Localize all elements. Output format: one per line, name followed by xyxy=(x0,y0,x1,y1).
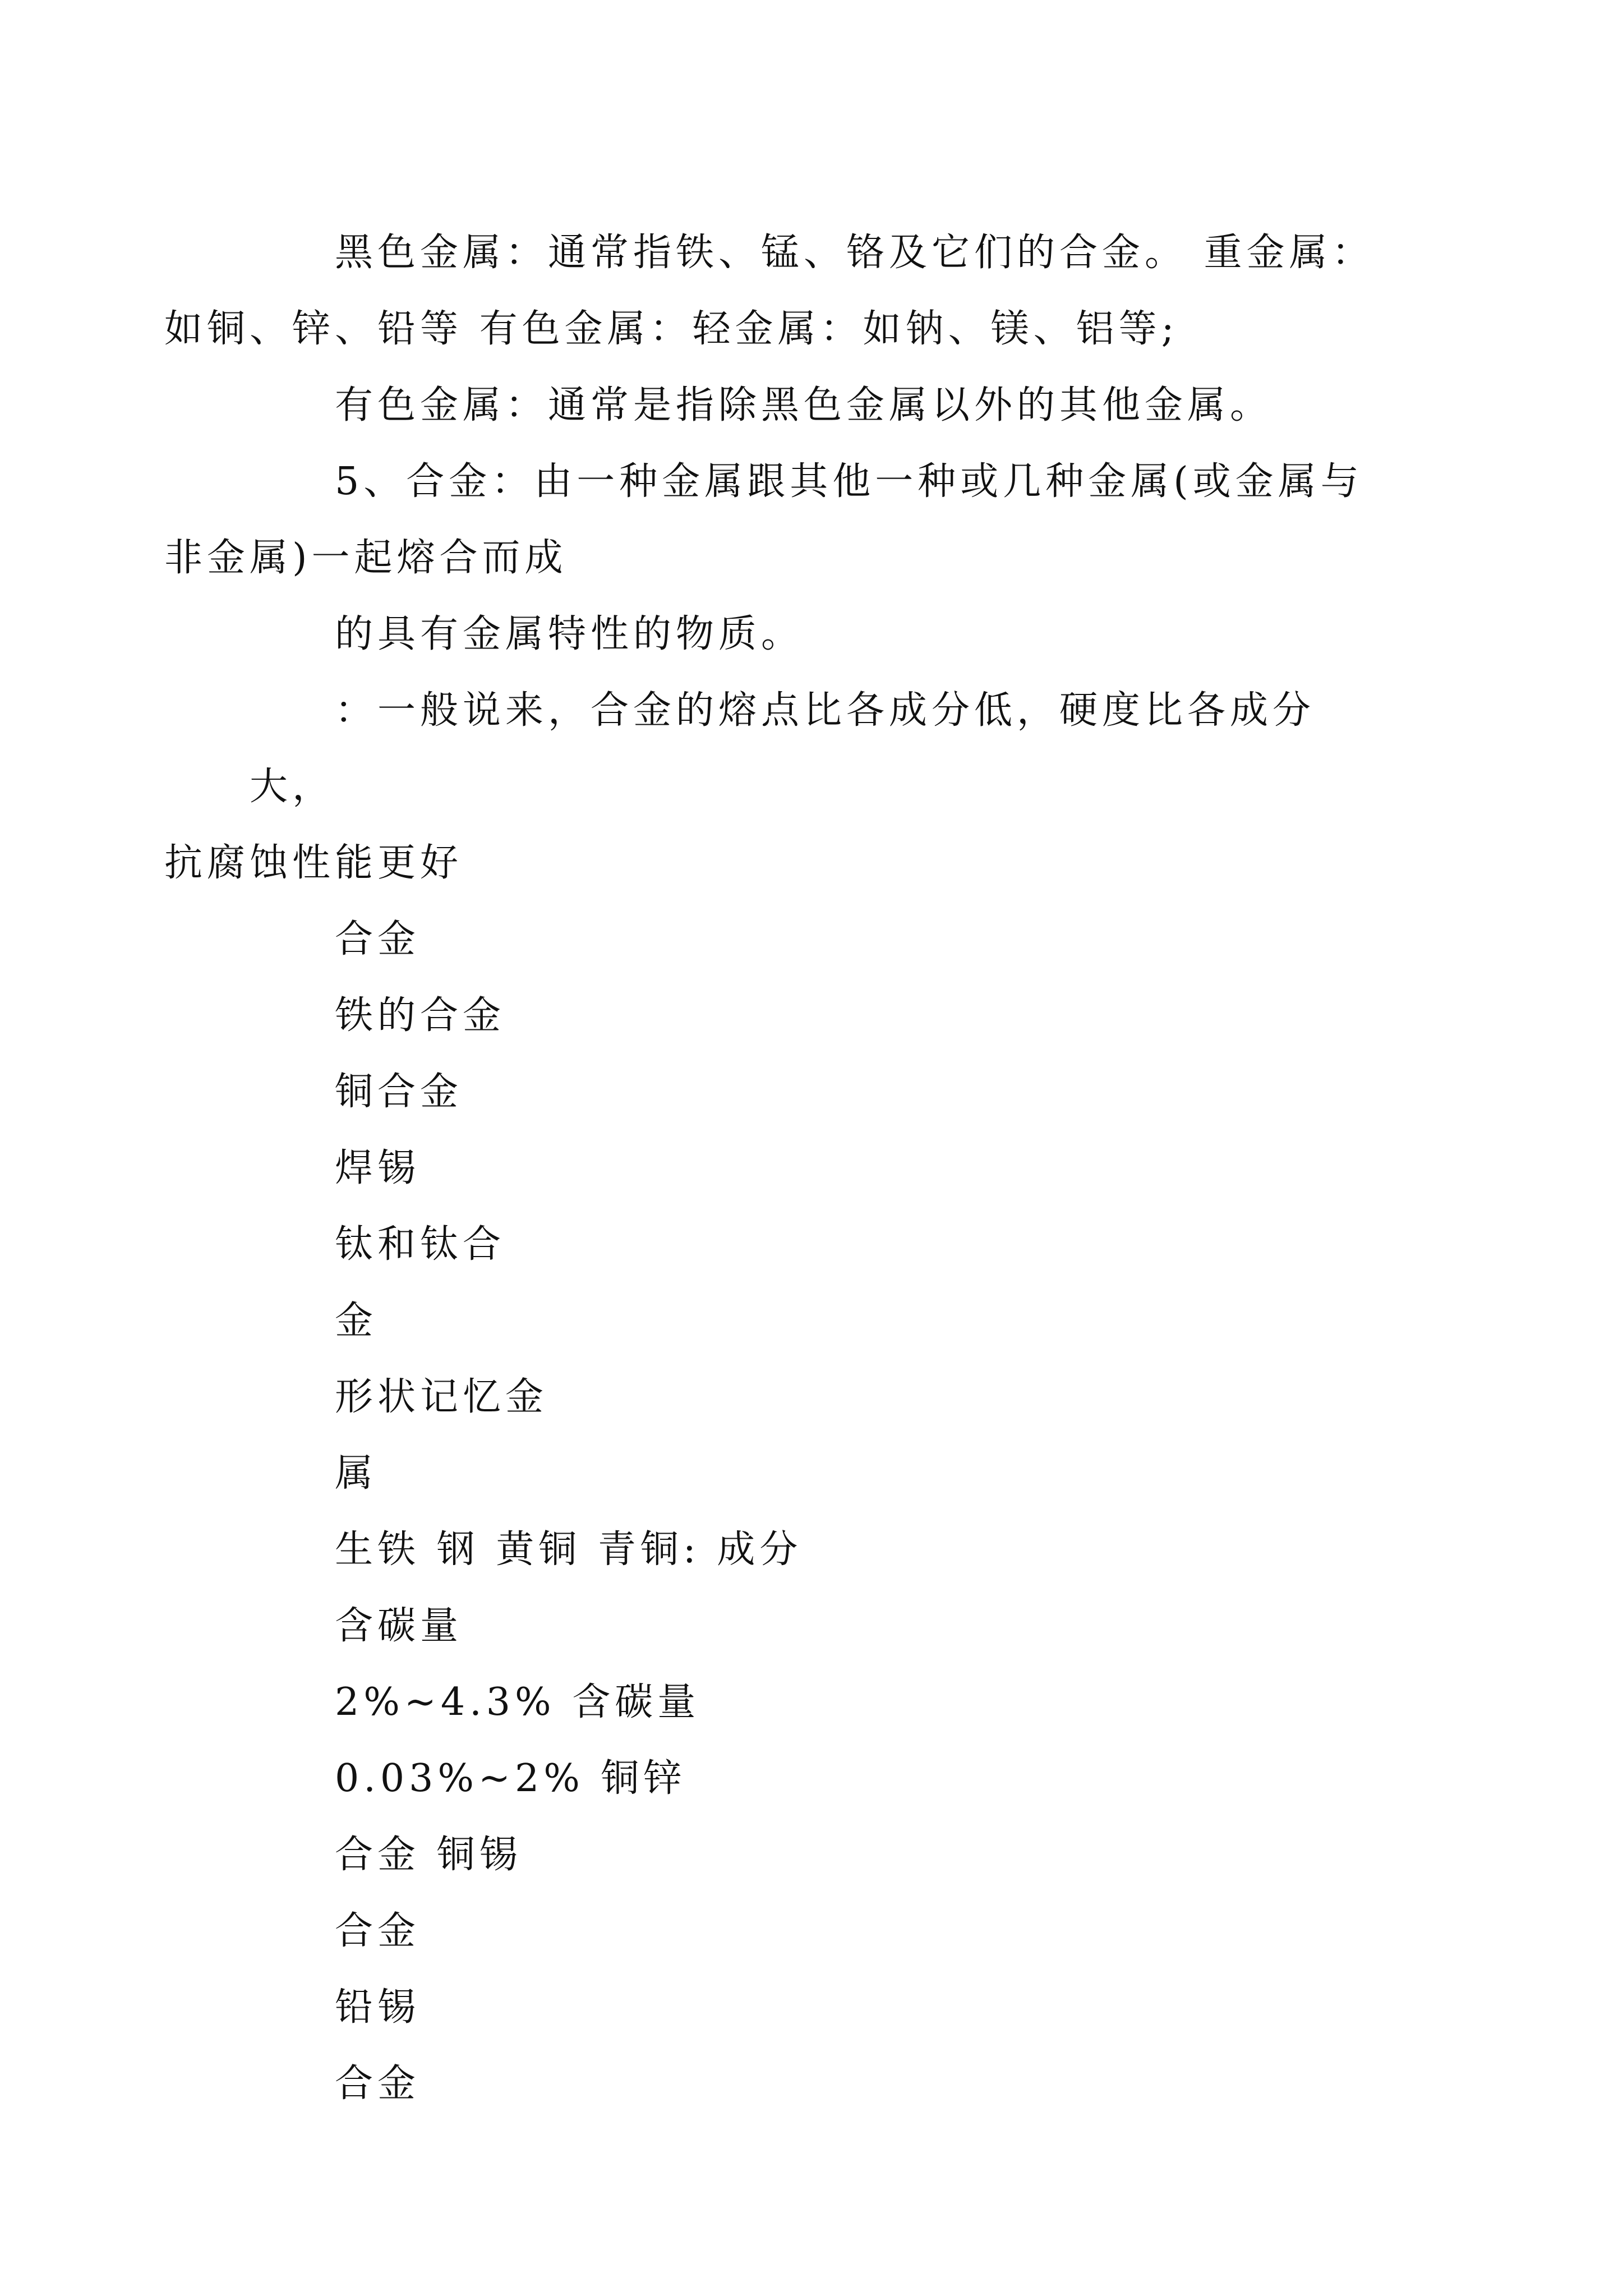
list-item: 生铁 钢 黄铜 青铜: 成分 xyxy=(335,1527,803,1572)
list-item: 金 xyxy=(335,1299,378,1343)
list-item: 2%~4.3% 含碳量 xyxy=(335,1680,700,1724)
paragraph-line: 的具有金属特性的物质。 xyxy=(335,612,804,656)
list-item: 0.03%~2% 铜锌 xyxy=(335,1756,686,1801)
list-item: 合金 铜锡 xyxy=(335,1833,522,1877)
paragraph-line: 抗腐蚀性能更好 xyxy=(164,841,463,885)
paragraph-line: 黑色金属：通常指铁、锰、铬及它们的合金。 重金属： xyxy=(335,231,1375,275)
list-item: 形状记忆金 xyxy=(335,1375,548,1419)
list-item: 合金 xyxy=(335,1909,421,1953)
paragraph-line: 有色金属：通常是指除黑色金属以外的其他金属。 xyxy=(335,383,1273,427)
alloy-list xyxy=(250,901,1394,2122)
list-item: 铜合金 xyxy=(335,1070,463,1114)
list-item: 铁的合金 xyxy=(335,993,506,1038)
paragraph-ferrous-metals xyxy=(164,215,1394,367)
paragraph-line: ：一般说来，合金的熔点比各成分低，硬度比各成分大， xyxy=(250,688,1316,809)
list-item: 含碳量 xyxy=(335,1604,463,1648)
paragraph-line: 5、合金：由一种金属跟其他一种或几种金属(或金属与 xyxy=(335,459,1363,504)
document-body xyxy=(164,215,1394,2122)
list-item: 钛和钛合 xyxy=(335,1222,506,1267)
paragraph-line: 非金属)一起熔合而成 xyxy=(164,536,568,580)
paragraph-nonferrous-metals xyxy=(250,367,1394,444)
paragraph-alloy-property xyxy=(250,596,1394,673)
paragraph-alloy-characteristics xyxy=(164,673,1394,901)
list-item: 合金 xyxy=(335,917,421,961)
list-item: 属 xyxy=(335,1451,378,1496)
list-item: 铅锡 xyxy=(335,1985,421,2030)
list-item: 合金 xyxy=(335,2062,421,2106)
paragraph-alloy-definition xyxy=(164,444,1394,596)
list-item: 焊锡 xyxy=(335,1146,421,1190)
paragraph-line: 如铜、锌、铅等 有色金属：轻金属：如钠、镁、铝等; xyxy=(164,307,1179,351)
